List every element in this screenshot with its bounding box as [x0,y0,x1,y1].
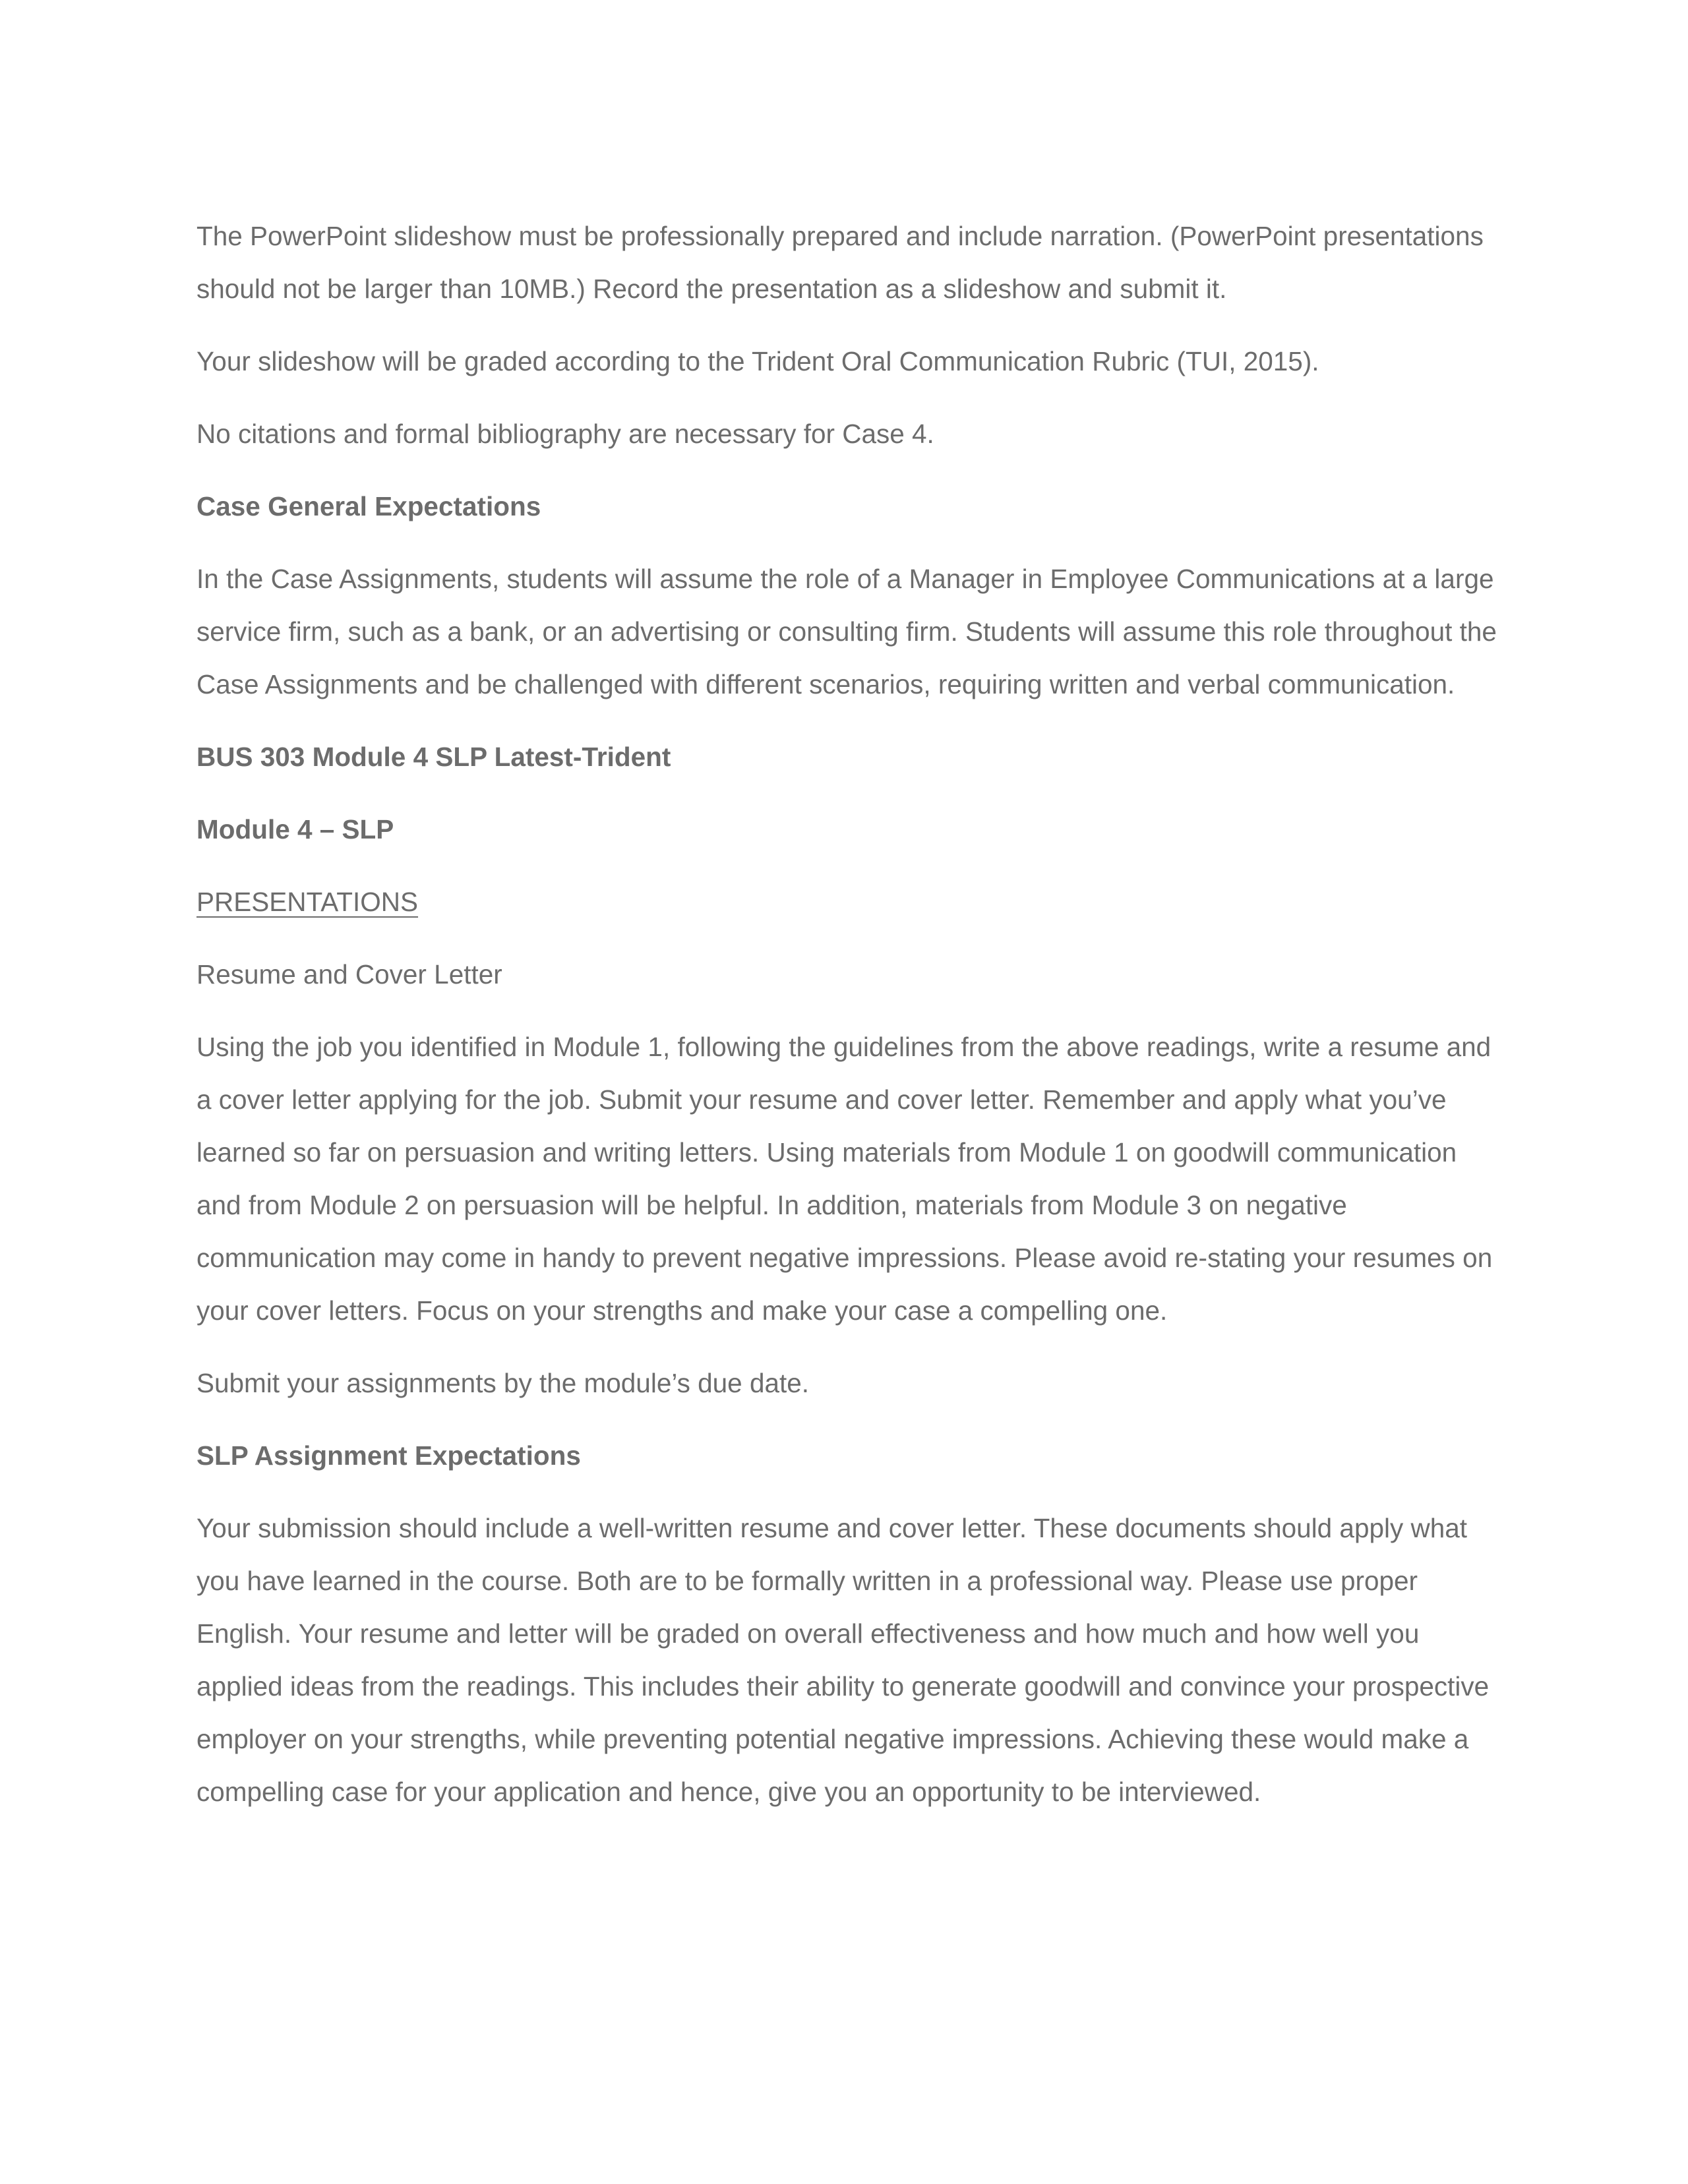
paragraph-citations-note: No citations and formal bibliography are necessary for Case 4. [196,419,934,449]
paragraph-grading-rubric: Your slideshow will be graded according to the Trident Oral Communication Rubric (TUI, 2015). [196,346,1319,376]
document-page [196,210,1502,1838]
paragraph-assignment-instructions: Using the job you identified in Module 1, following the guidelines from the above readings, write a resume and a cover letter applying for the job. Submit your resume and cover letter. Remember and apply what you’ve learned so far on persuasion and writing letters. Using materials from Module 1 on goodwill communication and from Module 2 on persuasion will be helpful. In addition, materials from Module 3 on negative communication may come in handy to prevent negative impressions. Please avoid re-stating your resumes on your cover letters. Focus on your strengths and make your case a compelling one. [196,1032,1493,1326]
heading-case-general-expectations: Case General Expectations [196,491,541,521]
paragraph-powerpoint-requirements: The PowerPoint slideshow must be professionally prepared and include narration. (PowerPoint presentations should not be larger than 10MB.) Record the presentation as a slideshow and submit it. [196,221,1484,304]
heading-slp-assignment-expectations: SLP Assignment Expectations [196,1440,581,1471]
paragraph-resume-cover-letter: Resume and Cover Letter [196,959,502,989]
paragraph-due-date: Submit your assignments by the module’s due date. [196,1368,810,1398]
paragraph-submission-expectations: Your submission should include a well-written resume and cover letter. These documents should apply what you have learned in the course. Both are to be formally written in a professional way. Please use proper English. Your resume and letter will be graded on overall effectiveness and how much and how well you applied ideas from the readings. This includes their ability to generate goodwill and convince your prospective employer on your strengths, while preventing potential negative impressions. Achieving these would make a compelling case for your application and hence, give you an opportunity to be interviewed. [196,1513,1490,1807]
paragraph-case-description: In the Case Assignments, students will assume the role of a Manager in Employee Communications at a large service firm, such as a bank, or an advertising or consulting firm. Students will assume this role throughout the Case Assignments and be challenged with different scenarios, requiring written and verbal communication. [196,564,1497,699]
heading-module-4-slp: Module 4 – SLP [196,814,394,844]
presentations-label: PRESENTATIONS [196,887,419,917]
heading-bus-303-module-4: BUS 303 Module 4 SLP Latest-Trident [196,742,671,772]
